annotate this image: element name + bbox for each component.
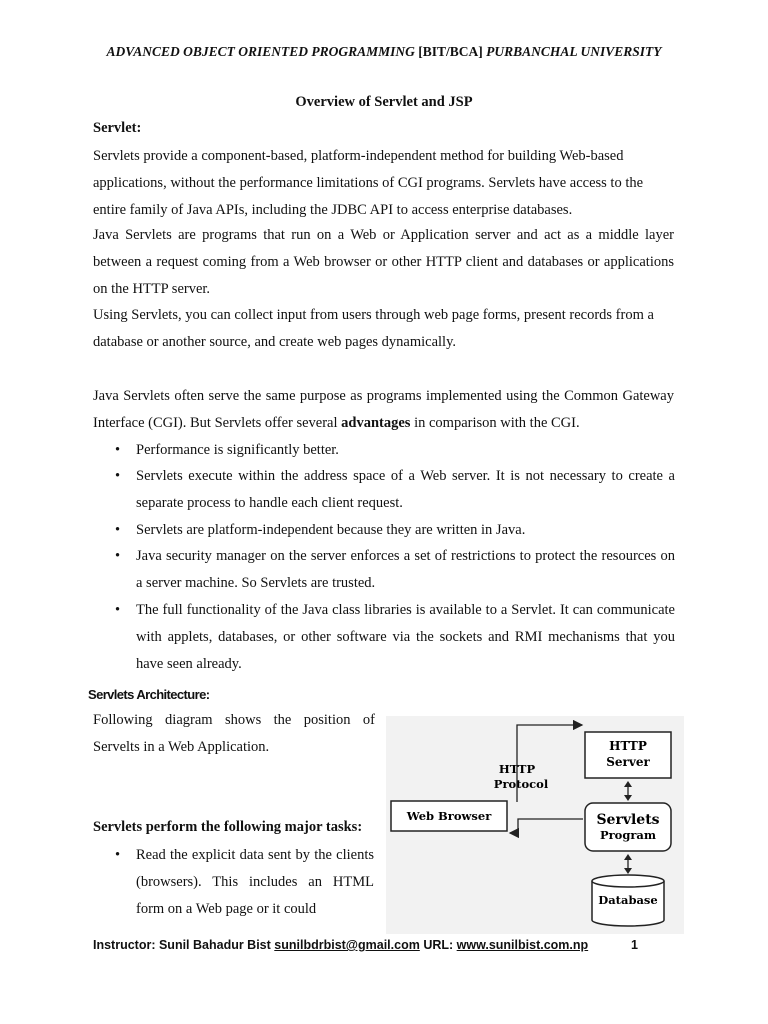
- http-server-label-1: HTTP: [609, 739, 647, 753]
- servlet-para-3: Using Servlets, you can collect input from users through web page forms, present records from a database or another source, and create web pages dynamically.: [93, 307, 654, 350]
- page-footer: [93, 938, 653, 952]
- servlet-architecture-diagram: [385, 715, 685, 935]
- advantage-text: Java security manager on the server enforces a set of restrictions to protect the resources on a server machine. So Servlets are trusted.: [136, 548, 675, 591]
- header-course: ADVANCED OBJECT ORIENTED PROGRAMMING: [106, 44, 415, 59]
- header-university: PURBANCHAL UNIVERSITY: [486, 44, 662, 59]
- bullet-icon: •: [115, 548, 121, 564]
- task-text: Read the explicit data sent by the clients (browsers). This includes an HTML form on a Web page or it could: [136, 847, 374, 917]
- advantage-text: Performance is significantly better.: [136, 442, 339, 458]
- running-header: [0, 44, 768, 60]
- page-title: Overview of Servlet and JSP: [295, 94, 473, 110]
- advantage-text: The full functionality of the Java class libraries is available to a Servlet. It can communicate with applets, databases, or other software via the sockets and RMI mechanisms that you have seen already.: [136, 602, 675, 672]
- advantage-item: [115, 543, 675, 597]
- advantage-item: [115, 437, 676, 464]
- bullet-icon: •: [115, 847, 121, 863]
- servlets-label-2: Program: [599, 828, 657, 842]
- task-item: [115, 842, 374, 923]
- footer-url-label: URL:: [423, 938, 454, 952]
- database-label: Database: [598, 893, 658, 907]
- para4-advantages-bold: advantages: [341, 415, 411, 431]
- header-program: [BIT/BCA]: [418, 44, 483, 59]
- http-server-label-2: Server: [606, 755, 650, 769]
- tasks-heading: Servlets perform the following major tasks:: [93, 819, 363, 835]
- advantage-text: Servlets are platform-independent because they are written in Java.: [136, 522, 526, 538]
- bullet-icon: •: [115, 602, 121, 618]
- servlet-heading: Servlet:: [93, 120, 142, 136]
- web-browser-label: Web Browser: [406, 809, 492, 823]
- http-protocol-label-2: Protocol: [493, 777, 549, 791]
- advantage-item: [115, 463, 675, 517]
- advantage-text: Servlets execute within the address space of a Web server. It is not necessary to create a separate process to handle each client request.: [136, 468, 675, 511]
- bullet-icon: •: [115, 468, 121, 484]
- servlet-para-2: Java Servlets are programs that run on a Web or Application server and act as a middle layer between a request coming from a Web browser or other HTTP client and databases or applications on the HTTP server.: [93, 227, 674, 297]
- bullet-icon: •: [115, 522, 121, 538]
- footer-instructor: Instructor: Sunil Bahadur Bist: [93, 938, 271, 952]
- para4-text-before: Java Servlets often serve the same purpose as programs implemented using the Common Gateway Interface (CGI). But Servlets offer several: [93, 388, 674, 431]
- architecture-intro: Following diagram shows the position of Servelts in a Web Application.: [93, 712, 375, 755]
- para4-text-after: in comparison with the CGI.: [414, 415, 580, 431]
- bullet-icon: •: [115, 442, 121, 458]
- servlet-para-4: [93, 383, 674, 437]
- advantage-item: [115, 517, 676, 544]
- architecture-heading: Servlets Architecture:: [88, 687, 210, 702]
- http-protocol-label-1: HTTP: [498, 762, 536, 776]
- page-number: 1: [631, 938, 638, 952]
- footer-url-link[interactable]: www.sunilbist.com.np: [456, 938, 589, 952]
- footer-email-link[interactable]: sunilbdrbist@gmail.com: [274, 938, 420, 952]
- servlet-para-1: Servlets provide a component-based, platform-independent method for building Web-based applications, without the performance limitations of CGI programs. Servlets have access to the entire family of Java APIs, including the JDBC API to access enterprise databases.: [93, 148, 644, 218]
- servlets-label-1: Servlets: [596, 812, 660, 828]
- advantage-item: [115, 597, 675, 678]
